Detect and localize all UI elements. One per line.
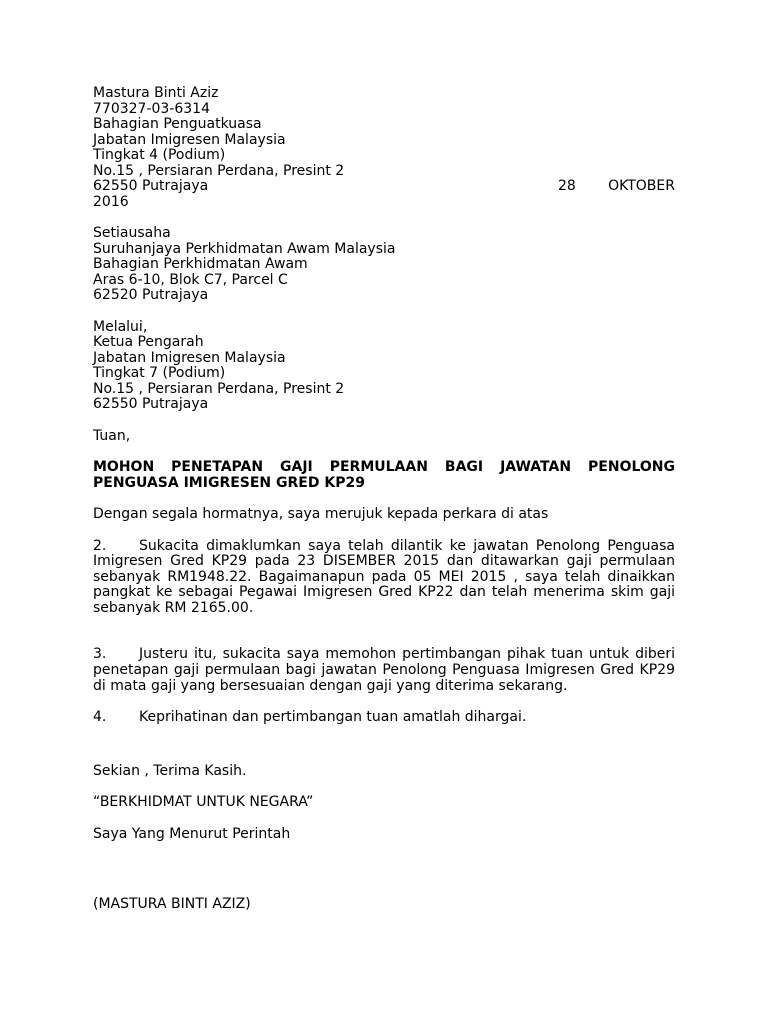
- letter-date: [558, 179, 675, 195]
- letter-page: [93, 86, 675, 913]
- sender-department: Jabatan Imigresen Malaysia: [93, 131, 286, 148]
- sender-ic-number: 770327-03-6314: [93, 100, 210, 117]
- closing: [93, 764, 675, 780]
- sender-street: No.15 , Persiaran Perdana, Presint 2: [93, 162, 345, 179]
- via-title: Ketua Pengarah: [93, 334, 204, 350]
- paragraph-4: [93, 710, 675, 726]
- paragraph-text: Justeru itu, sukacita saya memohon pertimbangan pihak tuan untuk diberi penetapan gaji permulaan bagi jawatan Penolong Penguasa Imigresen Gred KP29 di mata gaji yang bersesuaian dengan gaji yang diterima sekarang.: [93, 646, 675, 694]
- paragraph-number: 2.: [93, 537, 107, 554]
- paragraph-number: 3.: [93, 646, 107, 663]
- recipient-organisation: Suruhanjaya Perkhidmatan Awam Malaysia: [93, 240, 396, 257]
- recipient-division: Bahagian Perkhidmatan Awam: [93, 256, 308, 272]
- sender-floor: Tingkat 4 (Podium): [93, 147, 226, 163]
- salutation: [93, 429, 675, 445]
- via-department: Jabatan Imigresen Malaysia: [93, 349, 286, 366]
- sign-off-text: Saya Yang Menurut Perintah: [93, 825, 291, 842]
- letter-subject: MOHON PENETAPAN GAJI PERMULAAN BAGI JAWATAN PENOLONG PENGUASA IMIGRESEN GRED KP29: [93, 459, 675, 491]
- date-day: 28: [558, 178, 576, 194]
- signatory-name: (MASTURA BINTI AZIZ): [93, 896, 251, 913]
- motto-text: “BERKHIDMAT UNTUK NEGARA”: [93, 794, 314, 811]
- recipient-title: Setiausaha: [93, 225, 171, 241]
- signature-space: [93, 842, 675, 897]
- date-month: OKTOBER: [608, 178, 675, 194]
- salutation-text: Tuan,: [93, 427, 131, 444]
- opening-text: Dengan segala hormatnya, saya merujuk kepada perkara di atas: [93, 506, 549, 522]
- paragraph-2: [93, 539, 675, 617]
- recipient-street: Aras 6-10, Blok C7, Parcel C: [93, 271, 288, 288]
- sender-address: [93, 86, 675, 210]
- sender-postcode-city: 62550 Putrajaya: [93, 178, 209, 194]
- paragraph-text: Keprihatinan dan pertimbangan tuan amatlah dihargai.: [139, 709, 527, 726]
- via-postcode-city: 62550 Putrajaya: [93, 396, 209, 412]
- signatory: [93, 897, 675, 913]
- via-address: [93, 320, 675, 413]
- sender-name: Mastura Binti Aziz: [93, 85, 219, 101]
- motto: [93, 795, 675, 811]
- sign-off: [93, 827, 675, 843]
- sender-division: Bahagian Penguatkuasa: [93, 116, 262, 132]
- via-floor: Tingkat 7 (Podium): [93, 365, 226, 381]
- paragraph-3: [93, 647, 675, 694]
- via-label: Melalui,: [93, 318, 148, 335]
- recipient-address: [93, 226, 675, 304]
- sender-city-date-row: [93, 179, 675, 195]
- via-street: No.15 , Persiaran Perdana, Presint 2: [93, 380, 345, 397]
- recipient-postcode-city: 62520 Putrajaya: [93, 287, 209, 303]
- paragraph-number: 4.: [93, 709, 107, 726]
- spacer: [93, 726, 675, 764]
- date-year: 2016: [93, 193, 129, 210]
- closing-text: Sekian , Terima Kasih.: [93, 762, 247, 779]
- paragraph-text: Sukacita dimaklumkan saya telah dilantik ke jawatan Penolong Penguasa Imigresen Gred KP29 pada 23 DISEMBER 2015 dan ditawarkan gaji permulaan sebanyak RM1948.22. Bagaimanapun pada 05 MEI 2015 , saya telah dinaikkan pangkat ke sebagai Pegawai Imigresen Gred KP22 dan telah menerima skim gaji sebanyak RM 2165.00.: [93, 537, 675, 616]
- opening-sentence: [93, 507, 675, 523]
